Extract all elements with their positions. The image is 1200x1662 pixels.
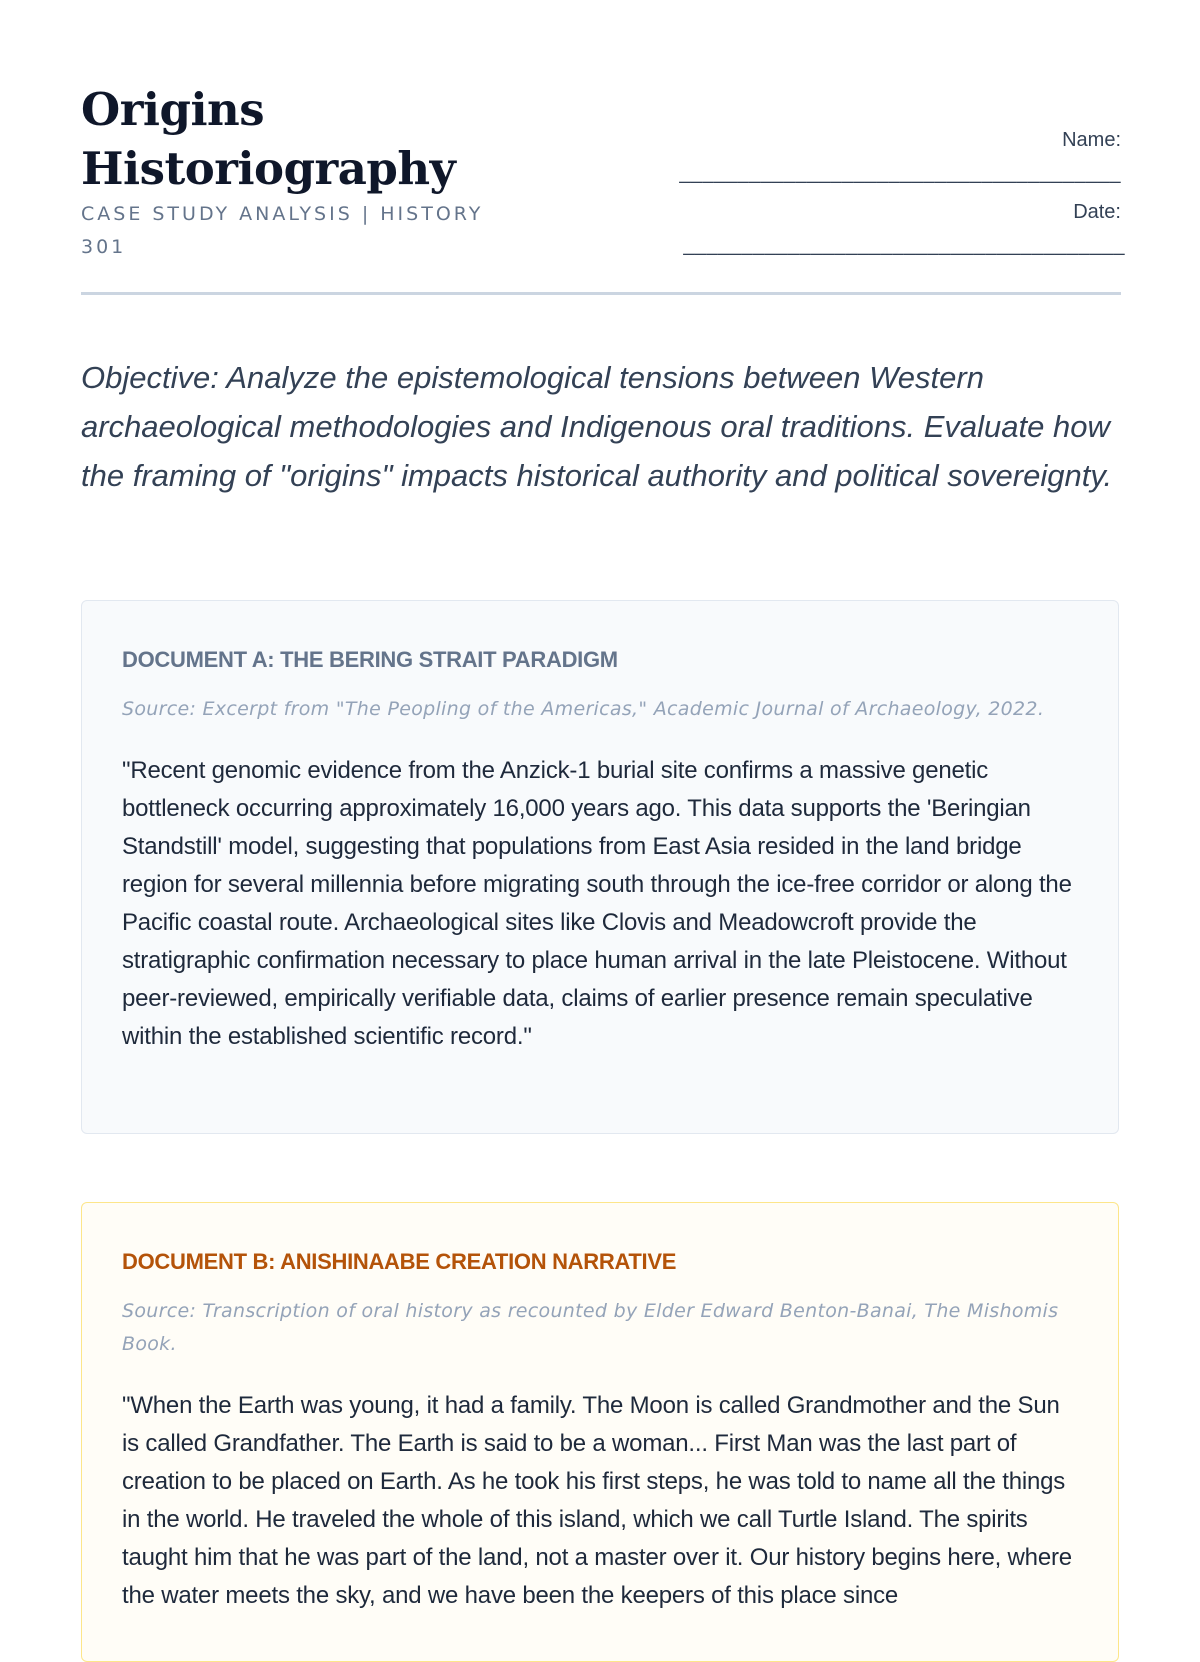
name-label: Name: — [1062, 129, 1121, 151]
title-block — [81, 80, 511, 264]
page-title: Origins Historiography — [81, 83, 456, 195]
student-info-fields — [501, 127, 1125, 265]
document-a-heading: DOCUMENT A: THE BERING STRAIT PARADIGM — [122, 647, 618, 672]
document-a-card — [81, 600, 1119, 1134]
objective-text: Objective: Analyze the epistemological tensions between Western archaeological methodologies and Indigenous oral traditions. Evaluate how the framing of "origins" impacts historical authority and political sovereignty. — [81, 360, 1113, 493]
worksheet-header — [81, 80, 1125, 295]
document-a-body: "Recent genomic evidence from the Anzick-1 burial site confirms a massive genetic bottleneck occurring approximately 16,000 years ago. This data supports the 'Beringian Standstill' model, suggesting that populations from East Asia resided in the land bridge region for several millennia before migrating south through the ice-free corridor or along the Pacific coastal route. Archaeological sites like Clovis and Meadowcroft provide the stratigraphic confirmation necessary to place human arrival in the late Pleistocene. Without peer-reviewed, empirically verifiable data, claims of earlier presence remain speculative within the established scientific record." — [122, 757, 1072, 1050]
document-a-source: Source: Excerpt from "The Peopling of the Americas," Academic Journal of Archaeology, 2022. — [122, 698, 1045, 720]
date-label: Date: — [1073, 201, 1121, 223]
document-b-body: "When the Earth was young, it had a family. The Moon is called Grandmother and the Sun is called Grandfather. The Earth is said to be a woman... First Man was the last part of creation to be placed on Earth. As he took his first steps, he was told to name all the things in the world. He traveled the whole of this island, which we call Turtle Island. The spirits taught him that he was part of the land, not a master over it. Our history begins here, where the water meets the sky, and we have been the keepers of this place since — [122, 1392, 1072, 1609]
date-field[interactable]: ______________________________________ — [683, 234, 1125, 256]
page-subtitle: CASE STUDY ANALYSIS | HISTORY 301 — [81, 203, 484, 258]
document-b-source: Source: Transcription of oral history as recounted by Elder Edward Benton-Banai, The Mishomis Book. — [122, 1300, 1059, 1355]
name-field[interactable]: ______________________________________ — [679, 162, 1121, 184]
document-b-card — [81, 1202, 1119, 1662]
document-b-heading: DOCUMENT B: ANISHINAABE CREATION NARRATIVE — [122, 1249, 677, 1274]
